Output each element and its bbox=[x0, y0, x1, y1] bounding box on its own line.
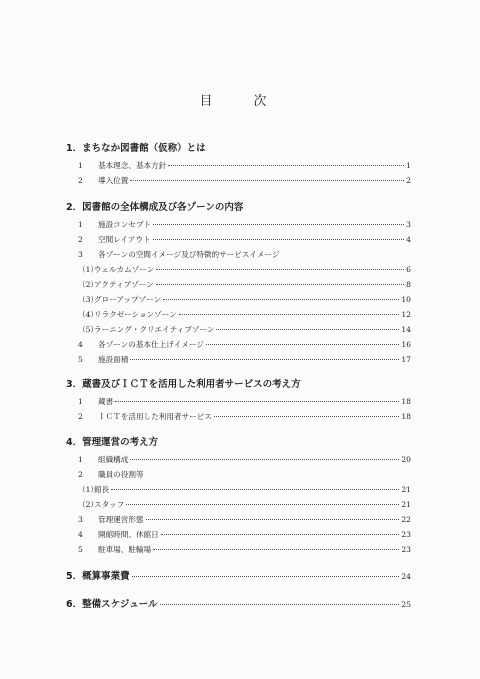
dot-leader bbox=[146, 519, 400, 520]
dot-leader bbox=[115, 401, 399, 402]
toc-subentry bbox=[78, 295, 411, 305]
toc-entry bbox=[78, 515, 411, 525]
dot-leader bbox=[130, 459, 399, 460]
entry-page: 23 bbox=[401, 530, 411, 539]
entry-page: 23 bbox=[401, 545, 411, 554]
entry-text: グローアップゾーン bbox=[94, 295, 162, 304]
entry-text: ラーニング・クリエイティブゾーン bbox=[94, 325, 215, 334]
toc-entry bbox=[78, 176, 411, 186]
entry-number: 2 bbox=[78, 176, 83, 185]
dot-leader bbox=[130, 359, 399, 360]
entry-text: アクティブゾーン bbox=[94, 280, 154, 289]
dot-leader bbox=[168, 165, 404, 166]
entry-number: （2） bbox=[78, 280, 99, 289]
entry-number: （1） bbox=[78, 485, 99, 494]
dot-leader bbox=[216, 329, 399, 330]
entry-text: ＩＣＴを活用した利用者サービス bbox=[98, 412, 212, 421]
section-heading: 6．整備スケジュール bbox=[66, 599, 158, 610]
entry-number: 4 bbox=[78, 340, 83, 349]
entry-text: 館長 bbox=[94, 485, 110, 494]
toc-entry bbox=[78, 545, 411, 555]
entry-page: 4 bbox=[406, 235, 411, 244]
dot-leader bbox=[206, 344, 399, 345]
entry-page: 18 bbox=[401, 412, 411, 421]
entry-text: 導入位置 bbox=[98, 176, 129, 185]
entry-page: 21 bbox=[401, 485, 411, 494]
toc-subentry bbox=[78, 325, 411, 335]
entry-number: （3） bbox=[78, 295, 99, 304]
toc-entry bbox=[78, 412, 411, 422]
section-heading: 2．図書館の全体構成及び各ゾーンの内容 bbox=[66, 202, 244, 213]
toc-subentry bbox=[78, 265, 411, 275]
page-title: 目 次 bbox=[199, 94, 281, 109]
entry-page: 25 bbox=[401, 600, 411, 609]
toc-section-2 bbox=[66, 202, 411, 214]
entry-number: 1 bbox=[78, 220, 83, 229]
dot-leader bbox=[153, 224, 404, 225]
entry-text: 施設面積 bbox=[98, 355, 129, 364]
entry-number: 1 bbox=[78, 161, 83, 170]
entry-page: 21 bbox=[401, 500, 411, 509]
section-heading: 4．管理運営の考え方 bbox=[66, 437, 159, 448]
dot-leader bbox=[160, 604, 400, 605]
entry-number: （2） bbox=[78, 500, 99, 509]
entry-page: 17 bbox=[401, 355, 411, 364]
entry-text: 基本理念、基本方針 bbox=[98, 161, 167, 170]
dot-leader bbox=[153, 549, 399, 550]
dot-leader bbox=[130, 180, 404, 181]
entry-text: 各ゾーンの基本仕上げイメージ bbox=[98, 340, 204, 349]
toc-entry bbox=[78, 250, 411, 260]
entry-page: 1 bbox=[406, 161, 411, 170]
toc-entry bbox=[78, 530, 411, 540]
toc-subentry bbox=[78, 485, 411, 495]
entry-number: （4） bbox=[78, 310, 99, 319]
entry-page: 16 bbox=[401, 340, 411, 349]
dot-leader bbox=[132, 576, 400, 577]
entry-page: 18 bbox=[401, 397, 411, 406]
entry-page: 8 bbox=[406, 280, 411, 289]
entry-text: 職員の役割等 bbox=[98, 470, 144, 479]
entry-page: 24 bbox=[401, 572, 411, 581]
toc-entry bbox=[78, 161, 411, 171]
toc-section-3 bbox=[66, 379, 411, 391]
entry-text: 組織構成 bbox=[98, 455, 129, 464]
dot-leader bbox=[156, 269, 404, 270]
entry-number: 1 bbox=[78, 455, 83, 464]
entry-page: 3 bbox=[406, 220, 411, 229]
entry-text: 施設コンセプト bbox=[98, 220, 152, 229]
toc-entry bbox=[78, 455, 411, 465]
entry-number: 4 bbox=[78, 530, 83, 539]
entry-text: 蔵書 bbox=[98, 397, 114, 406]
entry-page: 10 bbox=[401, 295, 411, 304]
entry-text: 空間レイアウト bbox=[98, 235, 151, 244]
entry-page: 22 bbox=[401, 515, 411, 524]
toc-section-1 bbox=[66, 143, 411, 155]
section-heading: 1．まちなか図書館（仮称）とは bbox=[66, 143, 206, 154]
entry-number: 2 bbox=[78, 235, 83, 244]
entry-number: （5） bbox=[78, 325, 99, 334]
toc-section-6 bbox=[66, 599, 411, 611]
toc-entry bbox=[78, 355, 411, 365]
dot-leader bbox=[179, 314, 400, 315]
entry-text: 駐車場、駐輪場 bbox=[98, 545, 152, 554]
entry-page: 6 bbox=[406, 265, 411, 274]
entry-number: 1 bbox=[78, 397, 83, 406]
dot-leader bbox=[153, 239, 405, 240]
toc-entry bbox=[78, 220, 411, 230]
toc-subentry bbox=[78, 280, 411, 290]
toc-section-4 bbox=[66, 437, 411, 449]
dot-leader bbox=[156, 284, 404, 285]
entry-text: 開館時間、休館日 bbox=[98, 530, 159, 539]
entry-number: 3 bbox=[78, 515, 83, 524]
entry-number: 5 bbox=[78, 545, 83, 554]
entry-number: 3 bbox=[78, 250, 83, 259]
entry-text: 各ゾーンの空間イメージ及び特徴的サービスイメージ bbox=[98, 250, 280, 259]
entry-page: 14 bbox=[401, 325, 411, 334]
entry-page: 2 bbox=[406, 176, 411, 185]
entry-number: （1） bbox=[78, 265, 99, 274]
entry-number: 2 bbox=[78, 412, 83, 421]
toc-entry bbox=[78, 340, 411, 350]
entry-text: リラクゼーションゾーン bbox=[94, 310, 177, 319]
toc-entry bbox=[78, 397, 411, 407]
entry-number: 5 bbox=[78, 355, 83, 364]
entry-text: ウェルカムゾーン bbox=[94, 265, 155, 274]
section-heading: 5．概算事業費 bbox=[66, 571, 130, 582]
entry-page: 12 bbox=[401, 310, 411, 319]
dot-leader bbox=[111, 489, 399, 490]
entry-text: 管理運営形態 bbox=[98, 515, 144, 524]
entry-number: 2 bbox=[78, 470, 83, 479]
toc-entry bbox=[78, 470, 411, 480]
toc-entry bbox=[78, 235, 411, 245]
toc-subentry bbox=[78, 500, 411, 510]
dot-leader bbox=[161, 534, 400, 535]
dot-leader bbox=[214, 416, 399, 417]
section-heading: 3．蔵書及びＩＣＴを活用した利用者サービスの考え方 bbox=[66, 379, 301, 390]
entry-text: スタッフ bbox=[94, 500, 125, 509]
dot-leader bbox=[163, 299, 399, 300]
toc-subentry bbox=[78, 310, 411, 320]
dot-leader bbox=[126, 504, 399, 505]
entry-page: 20 bbox=[401, 455, 411, 464]
toc-section-5 bbox=[66, 571, 411, 583]
